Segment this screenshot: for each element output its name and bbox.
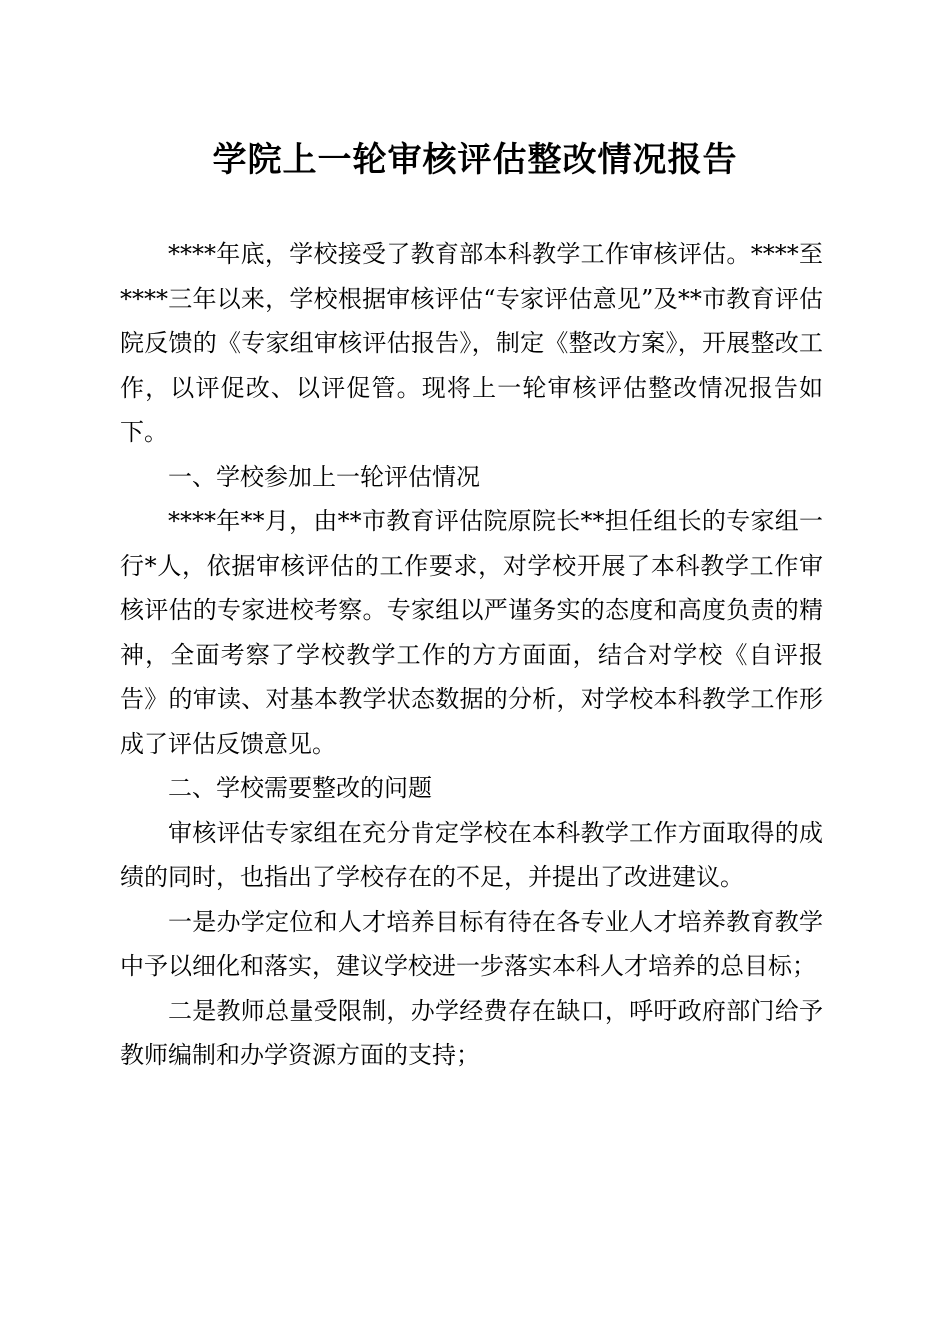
section-heading-2: 二、学校需要整改的问题 (168, 774, 432, 802)
document-title: 学院上一轮审核评估整改情况报告 (212, 140, 738, 180)
document-body (120, 232, 823, 1078)
paragraph-intro: ****年底，学校接受了教育部本科教学工作审核评估。****至****三年以来，学校根据审核评估“专家评估意见”及**市教育评估院反馈的《专家组审核评估报告》，制定《整改方案》，开展整改工作，以评促改、以评促管。现将上一轮审核评估整改情况报告如下。 (120, 240, 823, 446)
section-heading-1: 一、学校参加上一轮评估情况 (168, 462, 480, 491)
paragraph-issue-2: 二是教师总量受限制，办学经费存在缺口，呼吁政府部门给予教师编制和办学资源方面的支持； (120, 996, 823, 1069)
paragraph-issue-1: 一是办学定位和人才培养目标有待在各专业人才培养教育教学中予以细化和落实，建议学校进一步落实本科人才培养的总目标； (120, 907, 823, 980)
paragraph-evaluation: ****年**月，由**市教育评估院原院长**担任组长的专家组一行*人，依据审核评估的工作要求，对学校开展了本科教学工作审核评估的专家进校考察。专家组以严谨务实的态度和高度负责的精神，全面考察了学校教学工作的方方面面，结合对学校《自评报告》的审读、对基本教学状态数据的分析，对学校本科教学工作形成了评估反馈意见。 (120, 507, 823, 758)
paragraph-issues-intro: 审核评估专家组在充分肯定学校在本科教学工作方面取得的成绩的同时，也指出了学校存在的不足，并提出了改进建议。 (120, 818, 823, 891)
